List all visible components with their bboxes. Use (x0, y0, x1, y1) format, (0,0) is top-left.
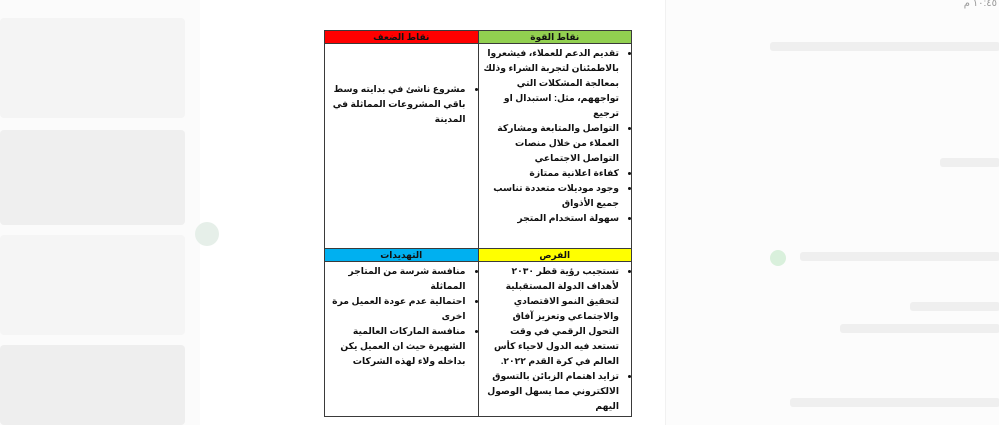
strengths-cell (478, 44, 632, 249)
background-text-line (940, 158, 999, 167)
list-item: • احتمالية عدم عودة العميل مرة اخرى (328, 294, 466, 324)
list-item: • كفاءة اعلانية ممتازة (482, 166, 620, 181)
background-text-line (910, 302, 999, 311)
opportunities-cell (478, 262, 632, 417)
background-tile (0, 235, 185, 335)
threats-cell (325, 262, 479, 417)
list-item: • منافسة الماركات العالمية الشهيرة حيث ان العميل يكن بداخله ولاء لهذه الشركات (328, 324, 466, 369)
background-text-line (790, 398, 999, 407)
background-tile (0, 130, 185, 225)
background-text-line (800, 252, 999, 261)
background-text-line (770, 42, 999, 51)
list-item: • تزايد اهتمام الزبائن بالتسوق الالكتروني مما يسهل الوصول اليهم (482, 369, 620, 414)
threats-list (328, 264, 475, 369)
background-text-line (840, 324, 999, 333)
list-item: • وجود موديلات متعددة تناسب جميع الأذواق (482, 181, 620, 211)
background-tile (0, 18, 185, 118)
background-status-dot (770, 250, 786, 266)
opportunities-header: الفرص (478, 249, 632, 262)
weaknesses-header: نقاط الضعف (325, 31, 479, 44)
list-item: • التواصل والمتابعة ومشاركة العملاء من خلال منصات التواصل الاجتماعي (482, 121, 620, 166)
strengths-list (482, 46, 629, 226)
swot-table (324, 30, 632, 417)
opportunities-list (482, 264, 629, 414)
background-left-panel (0, 0, 200, 425)
list-item: • تستجيب رؤية قطر ٢٠٣٠ لأهداف الدولة المستقبلية لتحقيق النمو الاقتصادي والاجتماعي وتعزيز آفاق التحول الرقمي في وقت تستعد فيه الدول لاحياء كأس العالم في كرة القدم ٢٠٢٢. (482, 264, 620, 369)
list-item: • منافسة شرسة من المتاجر المماثلة (328, 264, 466, 294)
threats-header: التهديدات (325, 249, 479, 262)
list-item: • تقديم الدعم للعملاء، فيشعروا بالاطمئنان لتجربة الشراء وذلك بمعالجة المشكلات التي تواجههم، مثل: استبدال او ترجيع (482, 46, 620, 121)
list-item: • مشروع ناشئ في بدايته وسط باقي المشروعات المماثلة في المدينة (328, 82, 466, 127)
list-item: • سهولة استخدام المتجر (482, 211, 620, 226)
timestamp: ١٠:٤٥ م (963, 0, 997, 9)
weaknesses-cell (325, 44, 479, 249)
weaknesses-list (328, 82, 475, 127)
background-right-panel (665, 0, 999, 425)
strengths-header: نقاط القوة (478, 31, 632, 44)
background-tile (0, 345, 185, 425)
background-whatsapp-icon (195, 222, 219, 246)
